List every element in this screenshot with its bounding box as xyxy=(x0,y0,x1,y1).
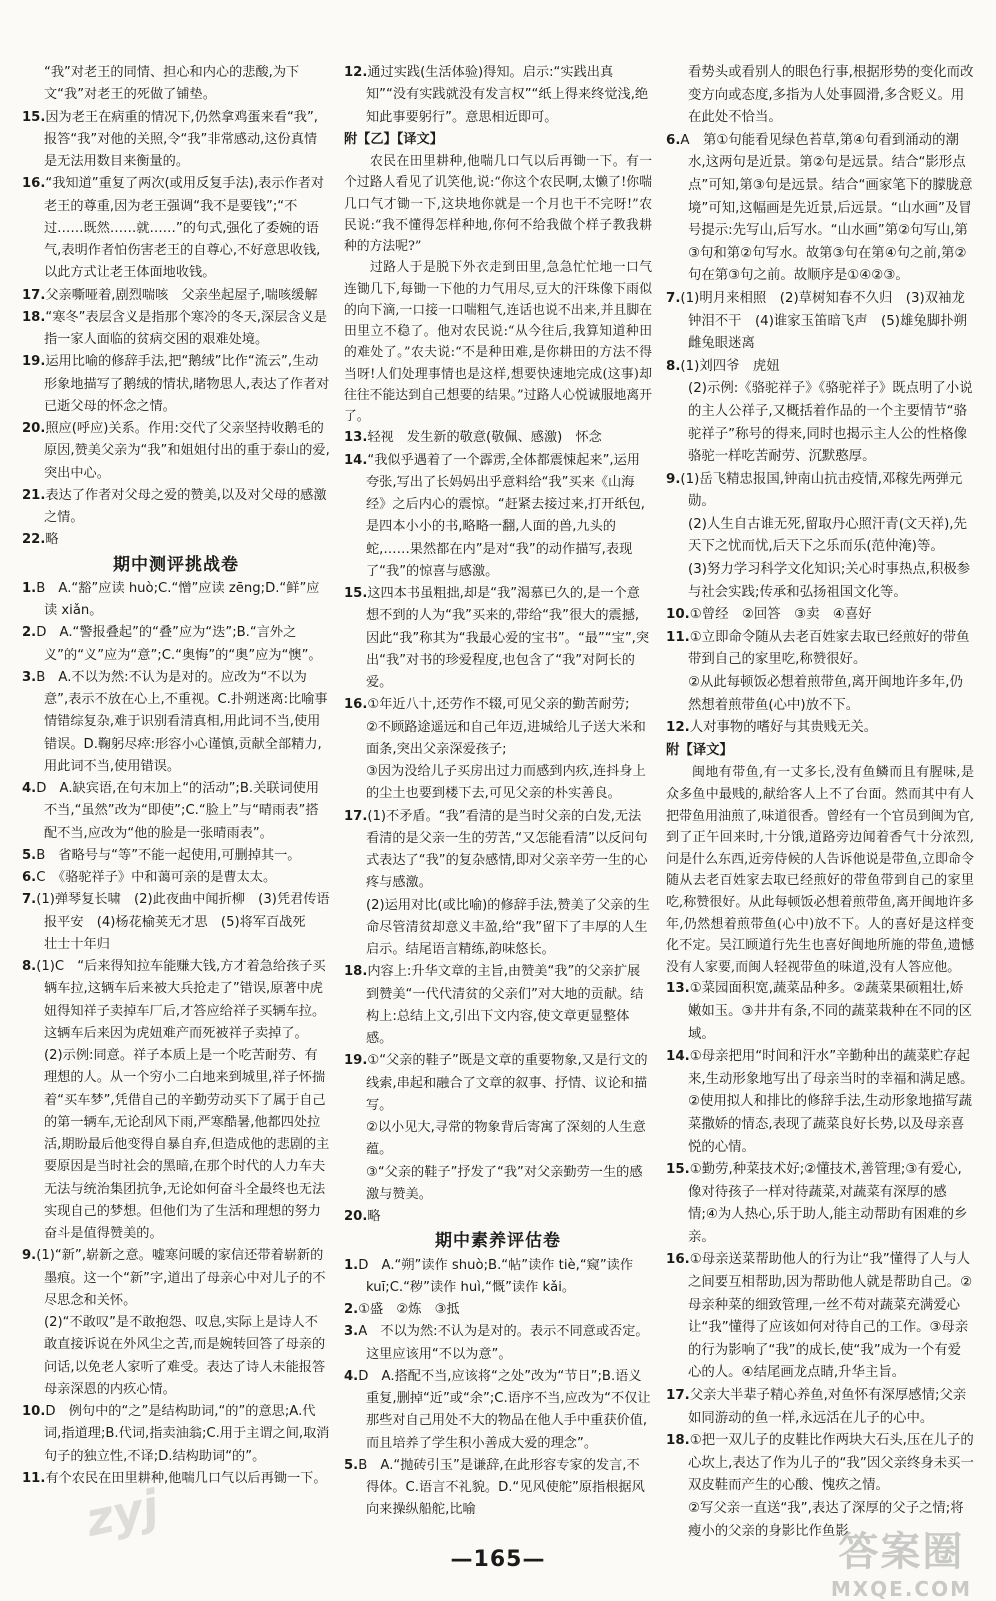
answer-text: 父亲大半辈子精心养鱼,对鱼怀有深厚感情;父亲如同游动的鱼一样,永远活在儿子的心中。 xyxy=(688,1388,967,1426)
answer-text: ①母亲把用“时间和汗水”辛勤种出的蔬菜贮存起来,生动形象地写出了母亲当时的幸福和满足感。 xyxy=(688,1049,974,1087)
translation-paragraph: 闽地有带鱼,有一丈多长,没有鱼鳞而且有腥味,是众多鱼中最贱的,献给客人上不了台面。然而其中有人把带鱼用油煎了,味道很香。曾经有一个官员到闽为官,到了正午回来时,十分饿,道路旁边闻着香气十分浓烈,问是什么东西,近旁侍候的人告诉他说是带鱼,立即命令随从去老百姓家去取已经煎好的带鱼带到自己的家里吃,称赞很好。从此每顿饭必想着煎带鱼,离开闽地许多年,仍然想着煎带鱼(心中)放不下。人的喜好是这样变化不定。吴江顾道行先生也喜好闽地所施的带鱼,遗憾没有人家要,而闽人轻视带鱼的味道,没有人答应他。 xyxy=(666,765,974,975)
answer-item xyxy=(344,694,652,716)
answer-text: ①母亲送菜帮助他人的行为让“我”懂得了人与人之间要互相帮助,因为帮助他人就是帮助自己。②母亲种菜的细致管理,一丝不苟对蔬菜充满爱心让“我”懂得了应该如何对待自己的工作。③母亲的行为影响了“我”的成长,使“我”成为一个有爱心的人。④结尾画龙点睛,升华主旨。 xyxy=(688,1252,973,1381)
answer-item xyxy=(666,627,974,672)
answer-item xyxy=(666,559,974,604)
answer-item xyxy=(666,62,974,130)
answer-text: A 不以为然:不认为是对的。表示不同意或否定。这里应该用“不以为意”。 xyxy=(358,1324,649,1362)
column-2 xyxy=(344,62,652,1542)
answer-text: (1)弹琴复长啸 (2)此夜曲中闻折柳 (3)凭君传语报平安 (4)杨花榆荚无才思 (5)将军百战死 壮士十年归 xyxy=(36,892,330,952)
answer-text: ①盛 ②炼 ③抵 xyxy=(358,1302,460,1317)
answer-item xyxy=(22,1468,330,1490)
translation-paragraph: 农民在田里耕种,他喘几口气以后再锄一下。有一个过路人看见了讥笑他,说:“你这个农民啊,太懒了!你喘几口气才锄一下,这块地你就是一个月也干不完呀!”农民说:“我不懂得怎样种地,你何不给我做个样子教我耕种的方法呢?” xyxy=(344,154,652,254)
answer-item xyxy=(344,1255,652,1300)
answer-text: 内容上:升华文章的主旨,由赞美“我”的父亲扩展到赞美“一代代清贫的父亲们”对大地的贡献。结构上:总结上文,引出下文内容,使文章更显整体感。 xyxy=(366,964,644,1046)
answer-text: ②写父亲一直送“我”,表达了深厚的父子之情;将瘦小的父亲的身影比作鱼影 xyxy=(688,1501,964,1539)
answer-item xyxy=(22,867,330,889)
section-title: 期中素养评估卷 xyxy=(435,1231,561,1252)
answer-item xyxy=(666,1385,974,1430)
answer-text: ②从此每顿饭必想着煎带鱼,离开闽地许多年,仍然想着煎带鱼(心中)放不下。 xyxy=(688,675,963,713)
answer-text: ①“父亲的鞋子”既是文章的重要物象,又是行文的线索,串起和融合了文章的叙事、抒情、议论和描写。 xyxy=(366,1053,648,1113)
answer-text: (2)运用对比(或比喻)的修辞手法,赞美了父亲的生命尽管清贫却意义丰盈,给“我”留下了丰厚的人生启示。结尾语言精练,韵味悠长。 xyxy=(366,897,650,957)
answer-item xyxy=(666,1430,974,1498)
answer-item xyxy=(22,622,330,667)
answer-number: 15. xyxy=(666,1162,690,1178)
answer-item xyxy=(666,1249,974,1385)
answer-text: D A.“警报叠起”的“叠”应为“迭”;B.“言外之义”的“义”应为“意”;C.“奥悔”的“奥”应为“懊”。 xyxy=(36,625,322,663)
answer-text: “寒冬”表层含义是指那个寒冷的冬天,深层含义是指一家人面临的贫病交困的艰难处境。 xyxy=(44,309,327,347)
answer-text: B 省略号与“等”不能一起使用,可删掉其一。 xyxy=(36,847,301,863)
answer-number: 2. xyxy=(22,625,37,641)
answer-item xyxy=(22,173,330,284)
three-column-layout xyxy=(22,62,981,1542)
answer-item xyxy=(344,62,652,129)
answer-number: 10. xyxy=(22,1404,46,1419)
answer-number: 12. xyxy=(666,720,690,736)
answer-item xyxy=(666,672,974,717)
page-number: —165— xyxy=(450,1547,546,1572)
answer-number: 14. xyxy=(666,1049,690,1065)
answer-item xyxy=(22,418,330,485)
translation-heading: 附【译文】 xyxy=(666,742,733,758)
watermark-line1: 答案圈 xyxy=(838,1529,965,1575)
answer-number: 13. xyxy=(666,981,690,997)
answer-number: 16. xyxy=(666,1252,690,1268)
answer-item xyxy=(666,1046,974,1091)
answer-item xyxy=(344,1299,652,1321)
answer-text: B A.“抛砖引玉”是谦辞,在此形容专家的发言,不得体。C.语言不礼貌。D.“见风使舵”原指根据风向来操纵船舵,比喻 xyxy=(358,1457,645,1518)
answer-number: 16. xyxy=(344,697,368,713)
answer-number: 1. xyxy=(22,580,37,596)
answer-item xyxy=(22,1401,330,1468)
answer-number: 17. xyxy=(344,808,368,824)
answer-text: 人对事物的嗜好与其贵贱无关。 xyxy=(689,720,878,736)
answer-text: 略 xyxy=(367,1209,381,1224)
answer-text: 有个农民在田里耕种,他喘几口气以后再锄一下。 xyxy=(45,1470,327,1486)
answer-number: 5. xyxy=(344,1457,359,1473)
answer-number: 4. xyxy=(22,781,37,796)
answer-item xyxy=(344,717,652,762)
answer-text: (2)示例:《骆驼祥子》《骆驼祥子》既点明了小说的主人公祥子,又概括着作品的一个主要情节“骆驼祥子”称号的得来,同时也揭示主人公的性格像骆驼一样吃苦耐劳、沉默憨厚。 xyxy=(688,381,973,465)
answer-number: 12. xyxy=(344,65,368,80)
answer-text: 这四本书虽粗拙,却是“我”渴慕已久的,是一个意想不到的人为“我”买来的,带给“我”很大的震撼,因此“我”称其为“我最心爱的宝书”。“最”“宝”,突出“我”对书的珍爱程度,也包含了“我”对阿长的爱。 xyxy=(366,586,650,690)
answer-item xyxy=(666,130,974,288)
answer-item xyxy=(344,1455,652,1522)
answer-number: 11. xyxy=(22,1470,46,1486)
answer-text: “我似乎遇着了一个霹雳,全体都震悚起来”,运用夸张,写出了长妈妈出乎意料给“我”买来《山海经》之后内心的震惊。“赶紧去接过来,打开纸包,是四本小小的书,略略一翻,人面的兽,九头的蛇,……果然都在内”是对“我”的动作描写,表现了“我”的惊喜与感激。 xyxy=(366,452,645,579)
answer-text: D A.“朔”读作 shuò;B.“帖”读作 tiè,“窥”读作 kuī;C.“秽”读作 huì,“慨”读作 kǎi。 xyxy=(358,1257,634,1295)
answer-number: 6. xyxy=(22,870,37,885)
answer-item xyxy=(666,1159,974,1249)
column-3 xyxy=(666,62,981,1542)
answer-text: “我”对老王的同情、担心和内心的悲酸,为下文“我”对老王的死做了铺垫。 xyxy=(44,65,300,103)
answer-item xyxy=(666,378,974,468)
answer-text: ②不顾路途遥远和自己年迈,进城给儿子送大米和面条,突出父亲深爱孩子; xyxy=(366,719,646,757)
section-title: 期中测评挑战卷 xyxy=(113,554,239,575)
answer-text: (1)不矛盾。“我”看清的是当时父亲的白发,无法看清的是父亲一生的劳苦,“又怎能看清”以反问句式表达了“我”的复杂感情,即对父亲辛劳一生的心疼与感激。 xyxy=(366,808,648,891)
answer-number: 3. xyxy=(344,1324,359,1340)
answer-text: ③因为没给儿子买房出过力而感到内疚,连抖身上的尘土也要到楼下去,可见父亲的朴实善良。 xyxy=(366,764,646,802)
answer-item xyxy=(666,604,974,627)
answer-item xyxy=(22,529,330,551)
answer-text: ①勤劳,种菜技术好;②懂技术,善管理;③有爱心,像对待孩子一样对待蔬菜,对蔬菜有深厚的感情;④为人热心,乐于助人,能主动帮助有困难的乡亲。 xyxy=(688,1162,968,1245)
answer-number: 19. xyxy=(22,354,46,370)
answer-item xyxy=(666,288,981,356)
column-1 xyxy=(22,62,330,1542)
answer-text: 轻视 发生新的敬意(敬佩、感激) 怀念 xyxy=(367,430,602,446)
answer-item xyxy=(344,1366,652,1455)
answer-text: (1)“新”,崭新之意。嘘寒问暖的家信还带着崭新的墨痕。这一个“新”字,道出了母亲心中对儿子的不尽思念和关怀。 xyxy=(36,1248,326,1308)
answer-text: (3)努力学习科学文化知识;关心时事热点,积极参与社会实践;传承和弘扬祖国文化等。 xyxy=(688,562,971,600)
answer-item xyxy=(22,307,330,352)
answer-text: B A.“豁”应读 huò;C.“憎”应读 zēng;D.“鲜”应读 xiǎn。 xyxy=(36,580,320,618)
answer-text: ③“父亲的鞋子”抒发了“我”对父亲勤劳一生的感激与赞美。 xyxy=(366,1164,643,1202)
answer-item xyxy=(344,583,652,694)
answer-text: 通过实践(生活体验)得知。启示:“实践出真知”“没有实践就没有发言权”“纸上得来终觉浅,绝知此事要躬行”。意思相近即可。 xyxy=(366,65,649,125)
answer-item xyxy=(344,1050,652,1117)
answer-text: (2)示例:同意。祥子本质上是一个吃苦耐劳、有理想的人。从一个穷小二白地来到城里,祥子怀揣着“买车梦”,凭借自己的辛勤劳动买下了属于自己的第一辆车,无论刮风下雨,严寒酷暑,他都四处拉活,期盼最后他变得自暴自弃,但造成他的悲剧的主要原因是当时社会的黑暗,在那个时代的人力车夫无法与统治集团抗争,无论如何奋斗全最终也无法实现自己的梦想。但他们为了生活和理想的努力奋斗是值得赞美的。 xyxy=(44,1048,330,1241)
answer-text: ②以小见大,寻常的物象背后寄寓了深刻的人生意蕴。 xyxy=(366,1120,646,1158)
answer-number: 5. xyxy=(22,847,37,863)
watermark-right xyxy=(831,1520,972,1601)
answer-number: 3. xyxy=(22,669,37,685)
answer-item xyxy=(666,978,974,1046)
answer-number: 11. xyxy=(666,629,690,645)
answer-item xyxy=(22,845,330,867)
watermark-left: zyj xyxy=(81,1479,164,1547)
answer-text: A 第①句能看见绿色苔草,第④句看到涌动的潮水,这两句是近景。第②句是远景。结合“影形点点”可知,第③句是远景。结合“画家笔下的朦胧意境”可知,这幅画是先近景,后远景。“山水画”及冒号提示:先写山,后写水。“山水画”第②句写山,第③句和第②句写水。故第③句在第④句之前,第②句在第③句之前。故顺序是①④②③。 xyxy=(680,132,973,284)
answer-text: ①菜园面积宽,蔬菜品种多。②蔬菜果硕粗壮,娇嫩如玉。③井井有条,不同的蔬菜栽种在不同的区域。 xyxy=(688,981,973,1042)
answer-item xyxy=(666,514,974,559)
answer-item xyxy=(22,1245,330,1312)
answer-item xyxy=(344,1162,652,1207)
answer-number: 16. xyxy=(22,176,46,192)
answer-number: 20. xyxy=(344,1209,368,1224)
answer-item xyxy=(22,285,330,307)
answer-text: 运用比喻的修辞手法,把“鹅绒”比作“流云”,生动形象地描写了鹅绒的情状,睹物思人,表达了作者对已逝父母的怀念之情。 xyxy=(44,354,330,414)
answer-text: 父亲嘶哑着,剧烈喘咳 父亲坐起屋子,喘咳缓解 xyxy=(45,287,318,303)
answer-number: 14. xyxy=(344,452,368,468)
answer-text: 照应(呼应)关系。作用:交代了父亲坚持收鹅毛的原因,赞美父亲为“我”和姐姐付出的重于泰山的爱,突出中心。 xyxy=(44,421,330,481)
answer-number: 6. xyxy=(666,132,681,148)
answer-text: (1)刘四爷 虎妞 xyxy=(680,358,780,374)
translation-paragraph: 过路人于是脱下外衣走到田里,急急忙忙地一口气连锄几下,每锄一下他的力气用尽,豆大的汗珠像下雨似的向下滴,一口接一口喘粗气,连话也说不出来,并且脚在田里立不稳了。他对农民说:“从今往后,我算知道种田的难处了。”农夫说:“不是种田难,是你耕田的方法不得当呀!人们处理事情也是这样,想要快速地完成(这事)却往往不能达到自己想要的结果。”过路人心悦诚服地离开了。 xyxy=(344,260,652,424)
answer-text: (2)人生自古谁无死,留取丹心照汗青(文天祥),先天下之忧而忧,后天下之乐而乐(范仲淹)等。 xyxy=(688,516,967,555)
answer-item xyxy=(666,1091,974,1159)
answer-number: 17. xyxy=(666,1388,690,1404)
answer-number: 18. xyxy=(22,309,46,325)
answer-item xyxy=(666,717,974,740)
answer-item xyxy=(22,889,330,956)
answer-number: 22. xyxy=(22,532,46,548)
watermark-line2: MXQE.COM xyxy=(830,1577,972,1601)
answer-text: C 《骆驼祥子》中和蔼可亲的是曹太太。 xyxy=(36,870,277,885)
answer-number: 15. xyxy=(344,586,368,601)
answer-number: 18. xyxy=(666,1433,690,1449)
answer-item xyxy=(344,1321,652,1366)
answer-text: 因为老王在病重的情况下,仍然拿鸡蛋来看“我”,报答“我”对他的关照,令“我”非常感动,这份真情是无法用数目来衡量的。 xyxy=(44,109,318,169)
answer-item xyxy=(22,778,330,845)
answer-number: 8. xyxy=(22,959,37,974)
answer-text: D A.缺宾语,在句末加上“的活动”;B.关联词使用不当,“虽然”改为“即使”;C.“脸上”与“晴雨表”搭配不当,应改为“他的脸是一张晴雨表”。 xyxy=(36,781,320,841)
answer-text: D A.搭配不当,应该将“之处”改为“节日”;B.语义重复,删掉“近”或“余”;C.语序不当,应改为“不仅让那些对自己用处不大的物品在他人手中重获价值,而且培养了学生积小善成大爱的理念”。 xyxy=(358,1368,651,1451)
answer-number: 8. xyxy=(666,358,681,374)
answer-item xyxy=(22,485,330,530)
answer-item xyxy=(22,107,330,174)
answer-text: (1)岳飞精忠报国,钟南山抗击疫情,邓稼先两弹元勋。 xyxy=(680,471,963,510)
answer-item xyxy=(344,1206,652,1228)
answer-item xyxy=(344,961,652,1050)
answer-number: 7. xyxy=(22,892,37,908)
answer-text: ①立即命令随从去老百姓家去取已经煎好的带鱼带到自己的家里吃,称赞很好。 xyxy=(688,629,970,668)
answer-item xyxy=(344,895,652,962)
answer-item xyxy=(22,956,330,1045)
answer-item xyxy=(22,578,330,623)
answer-number: 15. xyxy=(22,109,46,125)
answer-number: 7. xyxy=(666,290,681,306)
answer-item xyxy=(22,667,330,778)
answer-number: 2. xyxy=(344,1302,359,1317)
answer-text: ①年近八十,还劳作不辍,可见父亲的勤苦耐劳; xyxy=(367,697,630,713)
answer-number: 1. xyxy=(344,1257,359,1273)
answer-item xyxy=(22,1045,330,1245)
answer-item xyxy=(344,761,652,806)
answer-number: 9. xyxy=(22,1248,37,1264)
answer-item xyxy=(666,469,974,514)
answer-item xyxy=(344,450,652,584)
answer-text: “我知道”重复了两次(或用反复手法),表示作者对老王的尊重,因为老王强调“我不是要钱”;“不过……既然……就……”的句式,强化了委婉的语气,表明作者怕伤害老王的自尊心,不好意思收钱,以此方式让老王体面地收钱。 xyxy=(44,176,325,281)
answer-number: 17. xyxy=(22,287,46,303)
answer-text: B A.不以为然:不认为是对的。应改为“不以为意”,表示不放在心上,不重视。C.扑朔迷离:比喻事情错综复杂,难于识别看清真相,用此词不当,使用错误。D.鞠躬尽瘁:形容小心谨慎,贡献全部精力,用此词不当,使用错误。 xyxy=(36,669,328,774)
answer-number: 13. xyxy=(344,430,368,446)
answer-item xyxy=(344,427,652,449)
answer-text: (1)明月来相照 (2)草树知春不久归 (3)双袖龙钟泪不干 (4)谁家玉笛暗飞声 (5)雄兔脚扑朔 雌兔眼迷离 xyxy=(680,290,981,352)
answer-number: 19. xyxy=(344,1053,368,1069)
answer-text: 看势头或看别人的眼色行事,根据形势的变化而改变方向或态度,多指为人处事圆滑,多含贬义。用在此处不恰当。 xyxy=(688,65,974,126)
answer-text: 表达了作者对父母之爱的赞美,以及对父母的感激之情。 xyxy=(44,487,327,525)
answer-text: (2)“不敢叹”是不敢抱怨、叹息,实际上是诗人不敢直接诉说在外风尘之苦,而是婉转回答了母亲的问话,以免老人家听了难受。表达了诗人未能报答母亲深恩的内疚心情。 xyxy=(44,1315,326,1397)
answer-text: ①曾经 ②回答 ③卖 ④喜好 xyxy=(689,607,872,623)
answer-item xyxy=(344,1117,652,1162)
answer-text: (1)C “后来得知拉车能赚大钱,方才着急给孩子买辆车拉,这辆车后来被大兵抢走了”错误,原著中虎妞得知祥子卖掉车厂后,才答应给祥子买辆车拉。这辆车后来因为虎妞难产而死被祥子卖掉了。 xyxy=(36,959,326,1041)
answer-item xyxy=(344,806,652,895)
translation-heading: 附【乙】【译文】 xyxy=(344,131,443,147)
answer-number: 10. xyxy=(666,607,690,623)
answer-text: D 例句中的“之”是结构助词,“的”的意思;A.代词,指道理;B.代词,指卖油翁;C.用于主谓之间,取消句子的独立性,不译;D.结构助词“的”。 xyxy=(44,1404,330,1464)
answer-text: ①把一双儿子的皮鞋比作两块大石头,压在儿子的心坎上,表达了作为儿子的“我”因父亲终身未买一双皮鞋而产生的心酸、愧疚之情。 xyxy=(688,1433,974,1494)
answer-item xyxy=(22,351,330,418)
answer-number: 4. xyxy=(344,1368,359,1384)
answer-number: 20. xyxy=(22,421,46,436)
answer-text: ②使用拟人和排比的修辞手法,生动形象地描写蔬菜撒娇的情态,表现了蔬菜良好长势,以及母亲喜悦的心情。 xyxy=(688,1094,973,1155)
answer-number: 21. xyxy=(22,487,46,503)
answer-number: 18. xyxy=(344,964,368,980)
answer-item xyxy=(22,1312,330,1401)
answer-text: 略 xyxy=(45,532,59,548)
answer-item xyxy=(666,356,974,379)
answer-item xyxy=(22,62,330,107)
answer-number: 9. xyxy=(666,471,681,487)
